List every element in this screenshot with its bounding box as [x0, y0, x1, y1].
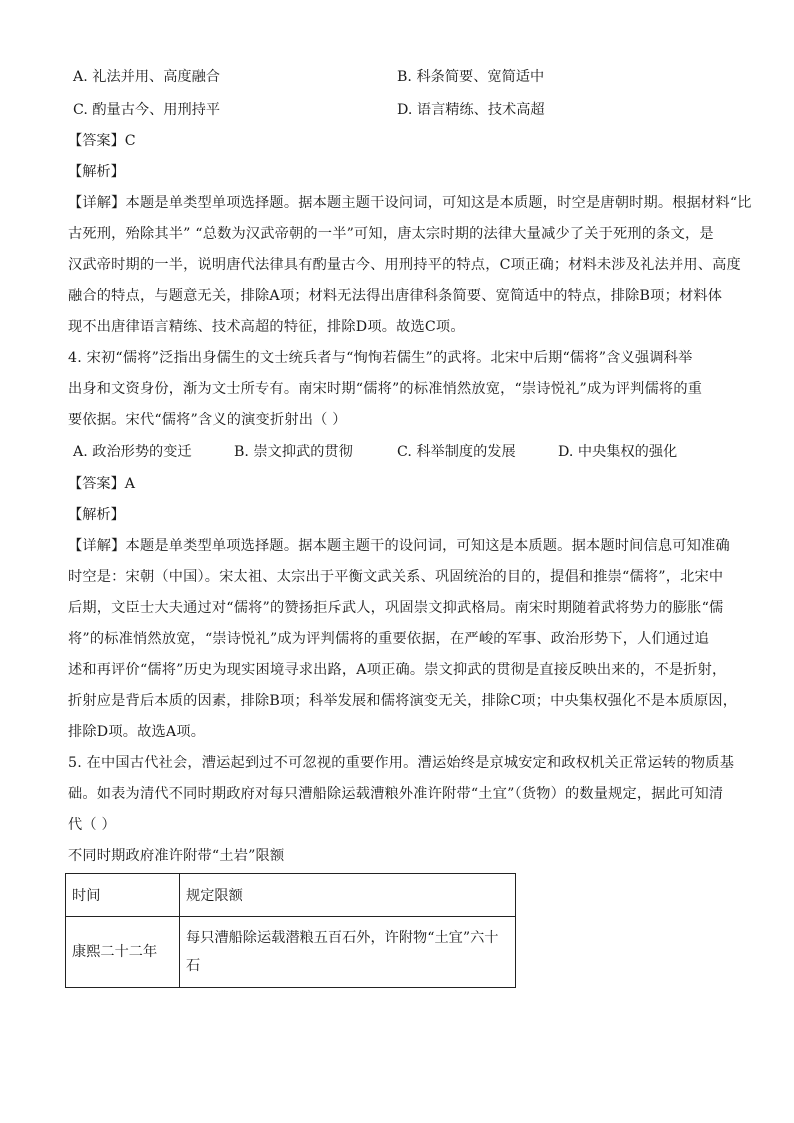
- answer-label: 【答案】: [68, 133, 125, 149]
- q4-analysis-label: 【解析】: [68, 507, 125, 523]
- q4-detail-line: 将”的标准悄然放宽，“崇诗悦礼”成为评判儒将的重要依据，在严峻的军事、政治形势下，人们通过追: [68, 631, 710, 647]
- table-cell: 每只漕船除运载潜粮五百石外，许附物“土宜”六十石: [180, 917, 516, 988]
- q4-detail-line: 【详解】本题是单类型单项选择题。据本题主题干的设问词，可知这是本质题。据本题时间信息可知准确: [68, 538, 730, 554]
- q4-answer: [68, 473, 135, 493]
- q4-option-d: D. 中央集权的强化: [558, 444, 678, 460]
- q4-detail-line: 时空是：宋朝（中国）。宋太祖、太宗出于平衡文武关系、巩固统治的目的，提倡和推崇“儒将”，北宋中: [68, 569, 724, 585]
- table-header-cell: 规定限额: [180, 874, 516, 917]
- q3-detail-line: 【详解】本题是单类型单项选择题。据本题主题干设问词，可知这是本质题，时空是唐朝时期。根据材料“比: [68, 195, 752, 211]
- table-header-row: [66, 874, 516, 917]
- q3-option-c: C. 酌量古今、用刑持平: [73, 102, 221, 118]
- q3-option-a: A. 礼法并用、高度融合: [73, 69, 220, 85]
- q3-detail-line: 融合的特点，与题意无关，排除A项；材料无法得出唐律科条简要、宽简适中的特点，排除B项；材料体: [68, 288, 723, 304]
- answer-value: A: [124, 476, 136, 492]
- quota-table: [65, 873, 516, 988]
- answer-label: 【答案】: [68, 476, 125, 492]
- q4-detail-line: 后期，文臣士大夫通过对“儒将”的赞扬拒斥武人，巩固崇文抑武格局。南宋时期随着武将势力的膨胀“儒: [68, 600, 724, 616]
- q3-option-b: B. 科条简要、宽简适中: [397, 69, 545, 85]
- q5-stem-line: 础。如表为清代不同时期政府对每只漕船除运载漕粮外准许附带“土宜”（货物）的数量规定，据此可知清: [68, 786, 724, 802]
- q3-detail-line: 古死刑，殆除其半” “总数为汉武帝朝的一半”可知，唐太宗时期的法律大量减少了关于死刑的条文，是: [68, 226, 714, 242]
- q4-detail-line: 排除D项。故选A项。: [68, 724, 206, 740]
- q3-analysis-label: 【解析】: [68, 164, 125, 180]
- table-header-cell: 时间: [66, 874, 180, 917]
- table-cell: 康熙二十二年: [66, 917, 180, 988]
- q4-stem-line: 出身和文资身份，渐为文士所专有。南宋时期“儒将”的标准悄然放宽，“崇诗悦礼”成为评判儒将的重: [68, 381, 703, 397]
- table-row: [66, 917, 516, 988]
- q4-option-a: A. 政治形势的变迁: [73, 444, 192, 460]
- q4-stem-line: 要依据。宋代“儒将”含义的演变折射出（ ）: [68, 412, 347, 428]
- q5-stem-line: 5. 在中国古代社会，漕运起到过不可忽视的重要作用。漕运始终是京城安定和政权机关正常运转的物质基: [68, 755, 735, 771]
- q4-detail-line: 述和再评价“儒将”历史为现实困境寻求出路，A项正确。崇文抑武的贯彻是直接反映出来的，不是折射，: [68, 662, 727, 678]
- q3-option-d: D. 语言精练、技术高超: [397, 102, 545, 118]
- q3-detail-line: 现不出唐律语言精练、技术高超的特征，排除D项。故选C项。: [68, 319, 465, 335]
- answer-value: C: [124, 133, 136, 149]
- q4-option-b: B. 崇文抑武的贯彻: [234, 444, 353, 460]
- q3-answer: [68, 130, 136, 150]
- q5-stem-line: 代（ ）: [68, 817, 116, 833]
- q4-stem-line: 4. 宋初“儒将”泛指出身儒生的文士统兵者与“恂恂若儒生”的武将。北宋中后期“儒将”含义强调科举: [68, 350, 693, 366]
- q3-detail-line: 汉武帝时期的一半，说明唐代法律具有酌量古今、用刑持平的特点，C项正确；材料未涉及礼法并用、高度: [68, 257, 741, 273]
- q4-detail-line: 折射应是背后本质的因素，排除B项；科举发展和儒将演变无关，排除C项；中央集权强化不是本质原因，: [68, 693, 738, 709]
- q4-option-c: C. 科举制度的发展: [397, 444, 516, 460]
- table-title: 不同时期政府准许附带“土岩”限额: [68, 848, 285, 864]
